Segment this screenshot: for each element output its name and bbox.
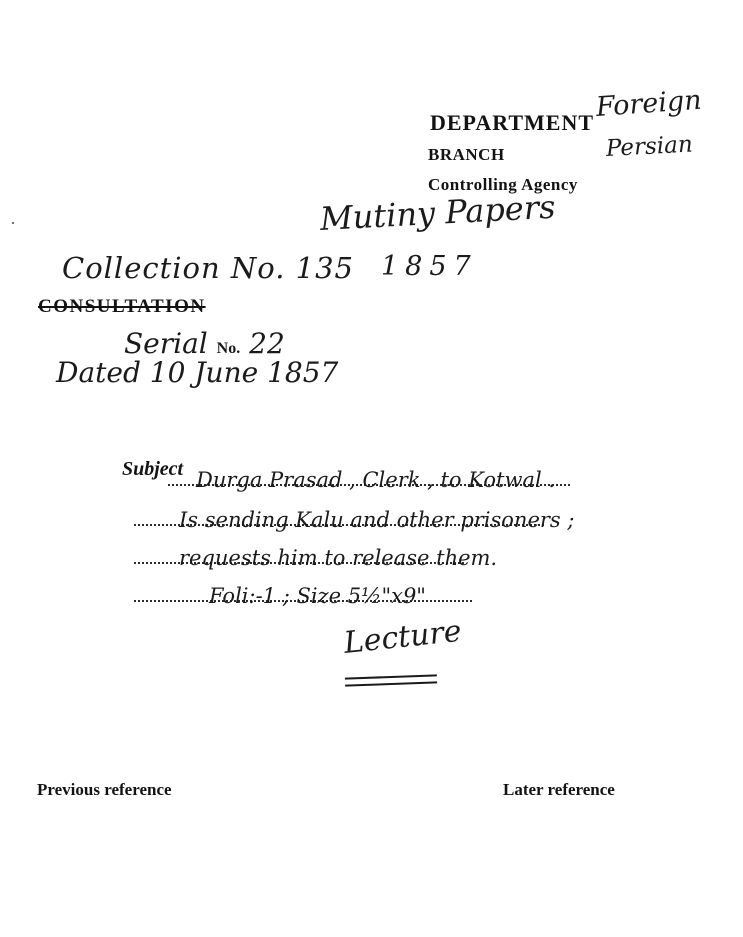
subject-line-1 (168, 452, 570, 492)
subject-line-3-handwriting: requests him to release them. (179, 546, 498, 570)
subject-line-4 (134, 568, 472, 608)
branch-value-handwriting: Persian (605, 131, 694, 162)
consultation-label-struck-through: CONSULTATION (38, 296, 206, 317)
serial-word-handwriting: Serial (124, 327, 208, 360)
subject-line-1-handwriting: Durga Prasad , Clerk , to Kotwal . (196, 468, 556, 492)
subject-line-4-handwriting: Foli:-1 ; Size 5½"x9" (209, 584, 426, 608)
collection-title-handwriting: Mutiny Papers (319, 187, 557, 238)
subject-line-2-handwriting: Is sending Kalu and other prisoners ; (179, 508, 575, 532)
subject-line-2 (134, 492, 575, 532)
collection-number-handwriting: Collection No. 135 (62, 251, 354, 285)
subject-label: Subject (122, 458, 184, 480)
collection-year-handwriting: 1857 (381, 251, 478, 282)
branch-label: BRANCH (428, 145, 505, 164)
serial-value-handwriting: 22 (249, 327, 285, 360)
subject-line-3 (134, 530, 498, 570)
previous-reference-label: Previous reference (37, 780, 172, 799)
department-label: DEPARTMENT (430, 110, 595, 135)
serial-no-label: No. (216, 340, 241, 357)
ink-speck (12, 222, 14, 224)
later-reference-label: Later reference (503, 780, 615, 799)
controlling-agency-label: Controlling Agency (428, 175, 578, 194)
signature-underline (345, 674, 437, 686)
department-value-handwriting: Foreign (594, 84, 703, 123)
signature-handwriting: Lecture (342, 613, 464, 661)
dated-line-handwriting: Dated 10 June 1857 (56, 356, 339, 389)
